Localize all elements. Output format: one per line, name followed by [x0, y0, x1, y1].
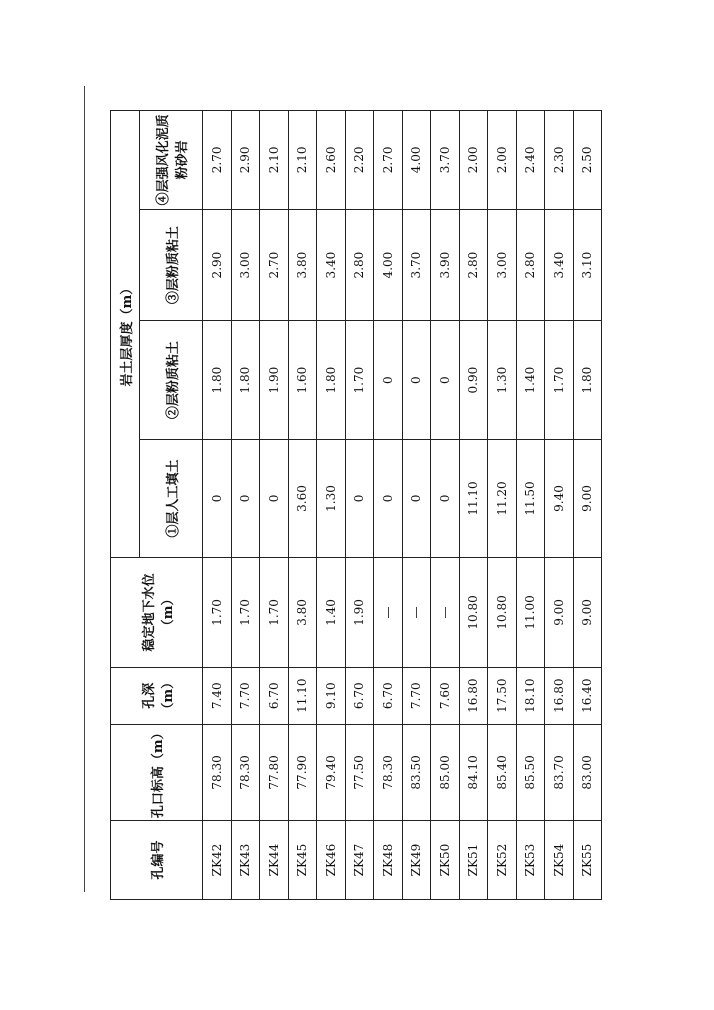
cell-layer3: 3.40: [317, 209, 346, 321]
cell-water: 10.80: [459, 558, 488, 668]
cell-layer4: 2.10: [260, 111, 289, 210]
table-row: [488, 111, 517, 900]
cell-layer2: 1.80: [231, 321, 260, 439]
cell-hole: ZK50: [431, 821, 460, 900]
cell-hole: ZK51: [459, 821, 488, 900]
cell-layer4: 2.30: [545, 111, 574, 210]
cell-elevation: 84.10: [459, 724, 488, 820]
cell-layer2: 1.90: [260, 321, 289, 439]
cell-water: 9.00: [545, 558, 574, 668]
cell-depth: 7.70: [231, 667, 260, 724]
cell-layer4: 2.00: [459, 111, 488, 210]
cell-elevation: 85.50: [516, 724, 545, 820]
cell-layer3: 3.40: [545, 209, 574, 321]
cell-layer2: 0: [402, 321, 431, 439]
cell-elevation: 77.50: [345, 724, 374, 820]
cell-depth: 16.80: [459, 667, 488, 724]
cell-water: 1.90: [345, 558, 374, 668]
cell-water: 1.40: [317, 558, 346, 668]
cell-layer1: 0: [374, 439, 403, 557]
cell-water: 3.80: [288, 558, 317, 668]
cell-hole: ZK53: [516, 821, 545, 900]
cell-elevation: 78.30: [203, 724, 232, 820]
cell-elevation: 79.40: [317, 724, 346, 820]
cell-hole: ZK52: [488, 821, 517, 900]
cell-depth: 17.50: [488, 667, 517, 724]
cell-layer4: 2.70: [374, 111, 403, 210]
cell-hole: ZK54: [545, 821, 574, 900]
table-row: [459, 111, 488, 900]
cell-layer2: 1.30: [488, 321, 517, 439]
cell-depth: 7.40: [203, 667, 232, 724]
cell-layer3: 2.90: [203, 209, 232, 321]
cell-layer1: 0: [345, 439, 374, 557]
cell-layer4: 2.40: [516, 111, 545, 210]
cell-depth: 18.10: [516, 667, 545, 724]
table-row: [288, 111, 317, 900]
cell-depth: 6.70: [260, 667, 289, 724]
table-row: [431, 111, 460, 900]
header-layer1: ①层人工填土: [140, 439, 203, 557]
cell-hole: ZK44: [260, 821, 289, 900]
cell-layer3: 3.70: [402, 209, 431, 321]
cell-layer4: 2.20: [345, 111, 374, 210]
cell-layer1: 0: [402, 439, 431, 557]
cell-layer2: 1.40: [516, 321, 545, 439]
cell-hole: ZK49: [402, 821, 431, 900]
cell-layer3: 2.80: [459, 209, 488, 321]
cell-layer4: 2.90: [231, 111, 260, 210]
table-row: [516, 111, 545, 900]
header-rule: [84, 86, 85, 892]
table-row: [545, 111, 574, 900]
cell-layer4: 3.70: [431, 111, 460, 210]
header-depth: 孔深（m）: [111, 667, 203, 724]
cell-elevation: 83.00: [573, 724, 602, 820]
cell-layer4: 2.70: [203, 111, 232, 210]
cell-layer2: 1.80: [317, 321, 346, 439]
cell-layer3: 3.90: [431, 209, 460, 321]
cell-layer2: 0: [374, 321, 403, 439]
cell-layer1: 9.40: [545, 439, 574, 557]
cell-depth: 11.10: [288, 667, 317, 724]
cell-layer3: 3.00: [488, 209, 517, 321]
cell-water: 10.80: [488, 558, 517, 668]
cell-layer2: 1.70: [345, 321, 374, 439]
cell-layer3: 2.70: [260, 209, 289, 321]
header-layer4: ④层强风化泥质粉砂岩: [140, 111, 203, 210]
cell-layer4: 2.60: [317, 111, 346, 210]
cell-elevation: 78.30: [374, 724, 403, 820]
cell-layer3: 3.00: [231, 209, 260, 321]
cell-layer1: 0: [203, 439, 232, 557]
cell-depth: 6.70: [374, 667, 403, 724]
cell-layer4: 4.00: [402, 111, 431, 210]
borehole-table: [110, 110, 602, 900]
cell-layer3: 2.80: [345, 209, 374, 321]
cell-layer1: 0: [231, 439, 260, 557]
cell-hole: ZK55: [573, 821, 602, 900]
cell-layer1: 9.00: [573, 439, 602, 557]
table-row: [345, 111, 374, 900]
cell-layer2: 1.70: [545, 321, 574, 439]
cell-hole: ZK48: [374, 821, 403, 900]
cell-elevation: 78.30: [231, 724, 260, 820]
cell-water: —: [431, 558, 460, 668]
cell-elevation: 77.80: [260, 724, 289, 820]
cell-layer1: 0: [260, 439, 289, 557]
table-row: [203, 111, 232, 900]
cell-water: 9.00: [573, 558, 602, 668]
cell-water: —: [402, 558, 431, 668]
cell-layer1: 0: [431, 439, 460, 557]
cell-depth: 6.70: [345, 667, 374, 724]
header-layer3: ③层粉质粘土: [140, 209, 203, 321]
cell-layer3: 2.80: [516, 209, 545, 321]
header-water-level: 稳定地下水位（m）: [111, 558, 203, 668]
cell-elevation: 83.50: [402, 724, 431, 820]
table-row: [374, 111, 403, 900]
table-row: [231, 111, 260, 900]
cell-hole: ZK47: [345, 821, 374, 900]
cell-water: 11.00: [516, 558, 545, 668]
cell-layer2: 0.90: [459, 321, 488, 439]
cell-layer3: 3.10: [573, 209, 602, 321]
cell-layer1: 11.20: [488, 439, 517, 557]
cell-water: 1.70: [203, 558, 232, 668]
cell-layer2: 1.60: [288, 321, 317, 439]
cell-hole: ZK46: [317, 821, 346, 900]
cell-layer4: 2.10: [288, 111, 317, 210]
cell-hole: ZK42: [203, 821, 232, 900]
cell-layer4: 2.00: [488, 111, 517, 210]
table-row: [402, 111, 431, 900]
cell-depth: 16.80: [545, 667, 574, 724]
cell-layer2: 0: [431, 321, 460, 439]
cell-elevation: 85.40: [488, 724, 517, 820]
cell-layer3: 3.80: [288, 209, 317, 321]
cell-hole: ZK45: [288, 821, 317, 900]
cell-water: 1.70: [231, 558, 260, 668]
cell-layer1: 11.10: [459, 439, 488, 557]
cell-layer1: 3.60: [288, 439, 317, 557]
table-row: [573, 111, 602, 900]
header-thickness-group: 岩土层厚度（m）: [111, 111, 140, 558]
cell-depth: 7.70: [402, 667, 431, 724]
cell-water: —: [374, 558, 403, 668]
cell-layer2: 1.80: [203, 321, 232, 439]
header-elevation: 孔口标高（m）: [111, 724, 203, 820]
header-hole-id: 孔编号: [111, 821, 203, 900]
cell-layer3: 4.00: [374, 209, 403, 321]
cell-layer2: 1.80: [573, 321, 602, 439]
cell-depth: 9.10: [317, 667, 346, 724]
cell-elevation: 77.90: [288, 724, 317, 820]
table-body: [203, 111, 602, 900]
cell-elevation: 85.00: [431, 724, 460, 820]
cell-elevation: 83.70: [545, 724, 574, 820]
cell-water: 1.70: [260, 558, 289, 668]
table-row: [317, 111, 346, 900]
cell-layer1: 11.50: [516, 439, 545, 557]
header-layer2: ②层粉质粘土: [140, 321, 203, 439]
cell-hole: ZK43: [231, 821, 260, 900]
cell-layer1: 1.30: [317, 439, 346, 557]
cell-layer4: 2.50: [573, 111, 602, 210]
cell-depth: 7.60: [431, 667, 460, 724]
cell-depth: 16.40: [573, 667, 602, 724]
table-row: [260, 111, 289, 900]
